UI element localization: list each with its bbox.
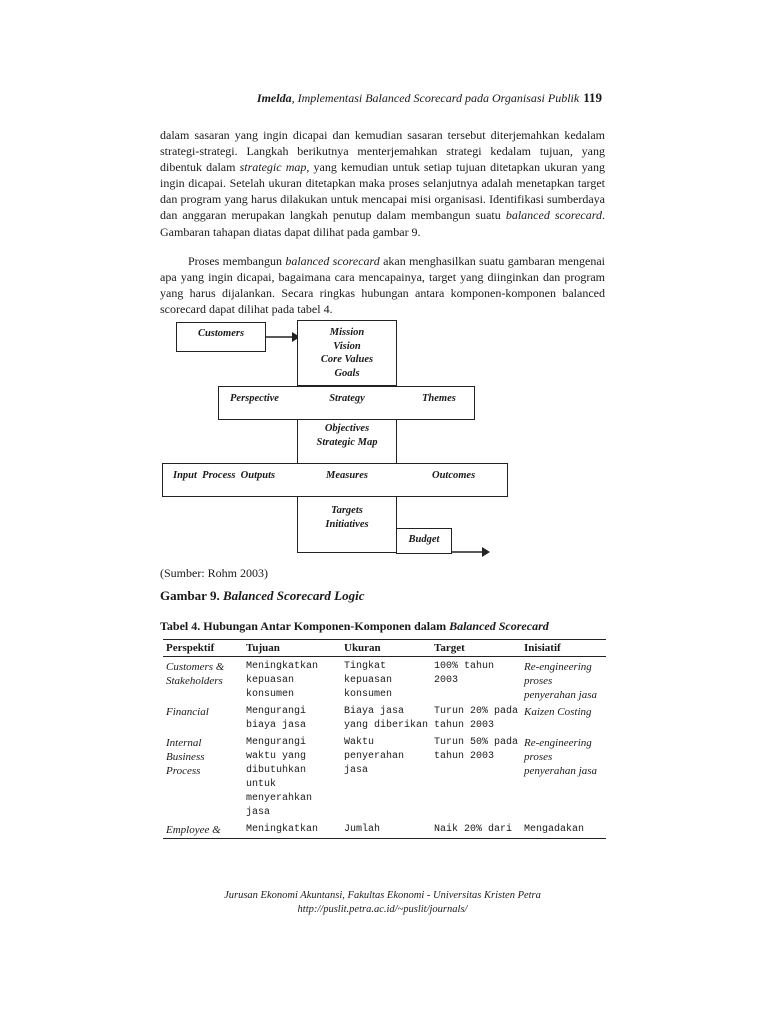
figure-source: (Sumber: Rohm 2003)	[160, 566, 268, 580]
header-author: Imelda	[256, 91, 292, 105]
table-row	[163, 702, 606, 733]
targets-labels	[297, 504, 397, 531]
cell-tujuan: Meningkatkan	[243, 820, 341, 839]
page-number: 119	[583, 90, 602, 105]
table-row	[163, 733, 606, 820]
paragraph-1-text-a: dalam sasaran yang ingin dicapai dan kemudian sasaran tersebut diterjemahkan kedalam strategi-strategi. Langkah berikutnya menterjemahkan strategi kedalam tujuan, yang dibentuk dalam	[160, 128, 605, 175]
table-header-row	[163, 640, 606, 657]
paragraph-2	[160, 253, 605, 317]
mission-label: Mission	[329, 327, 365, 338]
arrow-right-icon	[266, 330, 300, 344]
header-perspektif: Perspektif	[163, 640, 243, 657]
components-table	[163, 639, 606, 839]
objectives-label: Objectives	[324, 423, 370, 434]
cell-ukuran: Waktu penyerahan jasa	[344, 737, 405, 776]
paragraph-2-text-a: Proses membangun	[188, 254, 286, 268]
cell-target: Turun 20% pada tahun 2003	[434, 706, 519, 731]
strategy-label: Strategy	[329, 393, 365, 404]
paragraph-1-text-c: . Gambaran tahapan diatas dapat dilihat pada gambar 9.	[160, 208, 605, 239]
measures-label: Measures	[325, 470, 368, 481]
perspective-label: Perspective	[230, 393, 279, 404]
figure-caption-title: Balanced Scorecard Logic	[222, 588, 365, 603]
paragraph-2-text-b: akan menghasilkan suatu gambaran mengenai apa yang ingin dicapai, bagaimana cara mencapainya, target yang diinginkan dan program yang harus dijalankan. Secara ringkas hubungan antara komponen-komponen balanced scorecard dapat dilihat pada tabel 4.	[160, 254, 605, 317]
cell-target: Naik 20% dari	[431, 820, 521, 839]
running-header: Imelda, Implementasi Balanced Scorecard pada Organisasi Publik 119	[256, 90, 602, 105]
cell-inisiatif: Kaizen Costing	[524, 706, 592, 718]
budget-label: Budget	[408, 534, 440, 545]
objectives-labels	[297, 422, 397, 449]
core-values-label: Core Values	[320, 354, 374, 365]
cell-perspektif: Customers & Stakeholders	[166, 661, 225, 687]
targets-label: Targets	[331, 505, 363, 516]
outcomes-label: Outcomes	[432, 470, 476, 481]
cell-tujuan: Mengurangi waktu yang dibutuhkan untuk menyerahkan jasa	[246, 737, 313, 818]
cell-perspektif: Financial	[166, 706, 209, 718]
cell-inisiatif: Re-engineering proses penyerahan jasa	[524, 661, 598, 701]
cell-tujuan: Mengurangi biaya jasa	[246, 706, 307, 731]
cell-ukuran: Tingkat kepuasan konsumen	[344, 661, 393, 700]
cell-tujuan: Meningkatkan kepuasan konsumen	[246, 661, 319, 700]
footer-institution: Jurusan Ekonomi Akuntansi, Fakultas Ekonomi - Universitas Kristen Petra	[224, 890, 541, 901]
figure-caption	[160, 588, 365, 604]
paragraph-1	[160, 127, 605, 240]
table-caption	[160, 619, 549, 634]
cell-target: Turun 50% pada tahun 2003	[434, 737, 519, 762]
table-caption-title: Balanced Scorecard	[449, 619, 549, 633]
header-target: Target	[431, 640, 521, 657]
paragraph-2-emphasis: balanced scorecard	[285, 254, 380, 268]
mission-labels	[297, 326, 397, 380]
cell-inisiatif: Mengadakan	[521, 820, 606, 839]
table-row	[163, 657, 606, 703]
paragraph-1-emphasis-b: balanced scorecard	[505, 208, 602, 223]
cell-target: 100% tahun 2003	[434, 661, 495, 686]
cell-ukuran: Biaya jasa yang diberikan	[344, 706, 429, 731]
themes-label: Themes	[422, 393, 456, 404]
page-footer	[160, 889, 605, 917]
input-process-outputs-label: Input Process Outputs	[173, 470, 276, 481]
customers-label: Customers	[197, 328, 245, 339]
cell-inisiatif: Re-engineering proses penyerahan jasa	[524, 737, 598, 777]
paragraph-1-emphasis-a: strategic map	[239, 160, 307, 175]
vision-label: Vision	[333, 340, 361, 352]
cell-perspektif: Internal Business Process	[166, 737, 205, 777]
strategic-map-label: Strategic Map	[316, 436, 378, 448]
header-tujuan: Tujuan	[243, 640, 341, 657]
cell-perspektif: Employee &	[163, 820, 243, 839]
figure-caption-label: Gambar 9.	[160, 588, 220, 603]
paragraph-1-text-b: , yang kemudian untuk setiap tujuan ditetapkan ukuran yang ingin dicapai. Setelah ukuran ditetapkan maka proses selanjutnya adalah menetapkan target dan program yang harus dilakukan untuk mencapai misi organisasi. Identifikasi sumberdaya dan anggaran merupakan langkah penutup dalam membangun suatu	[160, 160, 605, 223]
header-inisiatif: Inisiatif	[521, 640, 606, 657]
cell-ukuran: Jumlah	[341, 820, 431, 839]
bsc-logic-diagram	[160, 320, 520, 562]
footer-url: http://puslit.petra.ac.id/~puslit/journals/	[297, 904, 468, 915]
goals-label: Goals	[334, 367, 360, 379]
initiatives-label: Initiatives	[325, 518, 369, 530]
header-ukuran: Ukuran	[341, 640, 431, 657]
header-title: Implementasi Balanced Scorecard pada Organisasi Publik	[297, 91, 580, 105]
table-caption-label: Tabel 4. Hubungan Antar Komponen-Komponen dalam	[160, 619, 447, 633]
table-row	[163, 820, 606, 839]
arrow-right-icon	[452, 545, 490, 559]
